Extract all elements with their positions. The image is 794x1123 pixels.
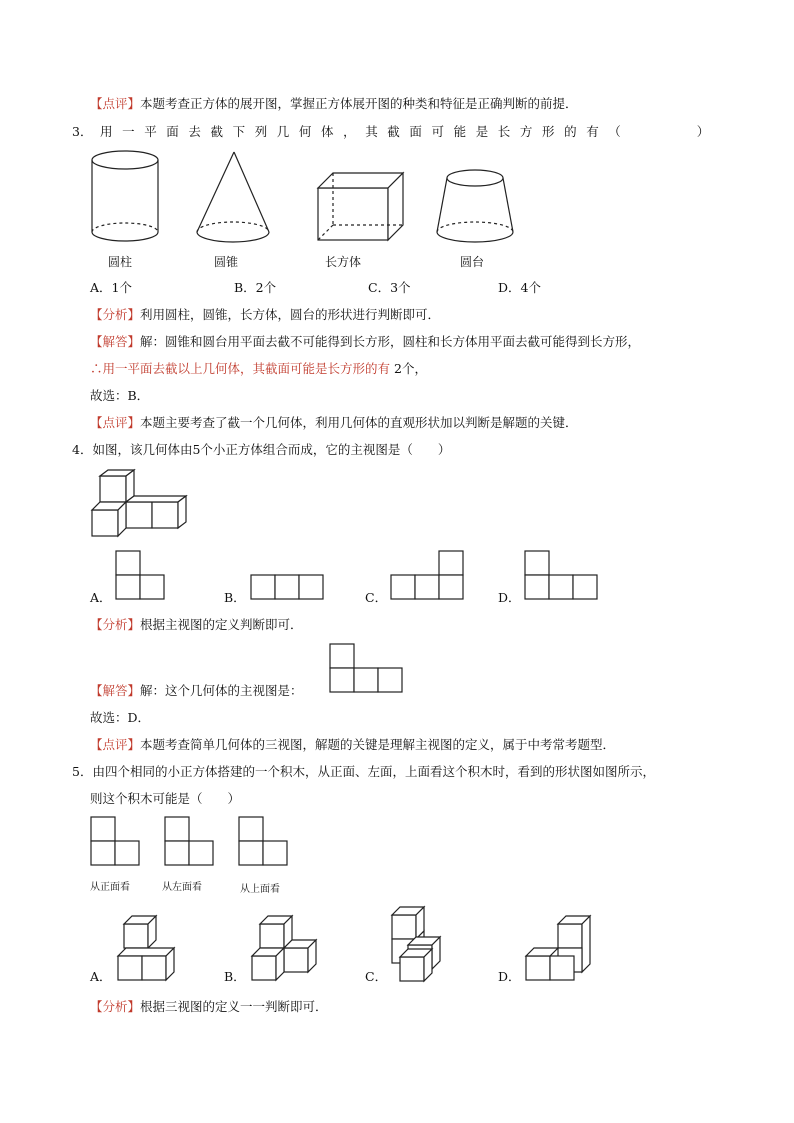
- q4-option-c: C．: [365, 590, 388, 605]
- q5-option-c-figure: [388, 905, 444, 987]
- q3-option-b: B．2个: [234, 280, 277, 295]
- cuboid-shape: [318, 173, 403, 240]
- q4-review: 【点评】本题考查简单几何体的三视图，解题的关键是理解主视图的定义，属于中考常考题型．: [90, 737, 616, 752]
- q4-option-d-figure: [524, 550, 598, 600]
- q5-option-b-figure: [248, 912, 320, 984]
- q4-option-b-figure: [250, 574, 324, 600]
- q5-option-a: A．: [90, 969, 112, 984]
- q5-analysis: 【分析】根据三视图的定义一一判断即可．: [90, 999, 328, 1014]
- q3-option-c: C．3个: [368, 280, 411, 295]
- shape-caption-cylinder: 圆柱: [108, 255, 133, 269]
- q5-top-view-figure: [238, 816, 288, 866]
- q5-option-b: B．: [224, 969, 246, 984]
- q3-answer: 【解答】解：圆锥和圆台用平面去截不可能得到长方形，圆柱和长方体用平面去截可能得到长方形，: [90, 334, 641, 349]
- q3-stem: 用一平面去截下列几何体，其截面可能是长方形的有（ ）: [100, 124, 719, 139]
- q5-stem: 5．由四个相同的小正方体搭建的一个积木，从正面、左面，上面看这个积木时，看到的形状图如图所示，: [72, 764, 655, 779]
- q4-answer: 【解答】解：这个几何体的主视图是：: [90, 683, 303, 698]
- q3-option-a: A．1个: [90, 280, 132, 295]
- q4-stem: 4．如图，该几何体由5个小正方体组合而成，它的主视图是（ ）: [72, 442, 451, 457]
- q4-analysis: 【分析】根据主视图的定义判断即可．: [90, 617, 303, 632]
- cone-shape: [197, 152, 269, 242]
- q4-option-a-figure: [115, 550, 165, 600]
- shape-caption-frustum: 圆台: [460, 255, 485, 269]
- q3-solids-figure: [85, 148, 525, 248]
- q4-option-a: A．: [90, 590, 112, 605]
- q4-option-b: B．: [224, 590, 246, 605]
- q5-option-a-figure: [114, 912, 180, 984]
- cylinder-shape: [92, 151, 158, 241]
- q5-view-label-front: 从正面看: [90, 882, 130, 893]
- q4-option-d: D．: [498, 590, 521, 605]
- shape-caption-cuboid: 长方体: [325, 255, 362, 269]
- q5-option-c: C．: [365, 969, 388, 984]
- q5-stem-continued: 则这个积木可能是（ ）: [90, 791, 241, 806]
- q5-option-d-figure: [522, 912, 594, 984]
- q5-view-label-top: 从上面看: [240, 884, 280, 895]
- q3-answer-conclusion: ∴用一平面去截以上几何体，其截面可能是长方形的有 2个，: [90, 361, 427, 376]
- q4-choose: 故选：D．: [90, 710, 151, 725]
- q3-review: 【点评】本题主要考查了截一个几何体，利用几何体的直观形状加以判断是解题的关键．: [90, 415, 578, 430]
- q3-number: 3．: [72, 124, 93, 139]
- q5-view-label-left: 从左面看: [162, 882, 202, 893]
- q5-front-view-figure: [90, 816, 140, 866]
- frustum-shape: [437, 170, 513, 242]
- prev-review: 【点评】本题考查正方体的展开图，掌握正方体展开图的种类和特征是正确判断的前提．: [90, 96, 578, 111]
- q3-option-d: D．4个: [498, 280, 541, 295]
- shape-caption-cone: 圆锥: [214, 255, 239, 269]
- q5-left-view-figure: [164, 816, 214, 866]
- q3-analysis: 【分析】利用圆柱，圆锥，长方体，圆台的形状进行判断即可．: [90, 307, 441, 322]
- q4-option-c-figure: [390, 550, 464, 600]
- q4-answer-figure: [329, 643, 403, 693]
- q5-option-d: D．: [498, 969, 521, 984]
- q3-choose: 故选：B．: [90, 388, 150, 403]
- q4-cube-solid-figure: [88, 466, 188, 538]
